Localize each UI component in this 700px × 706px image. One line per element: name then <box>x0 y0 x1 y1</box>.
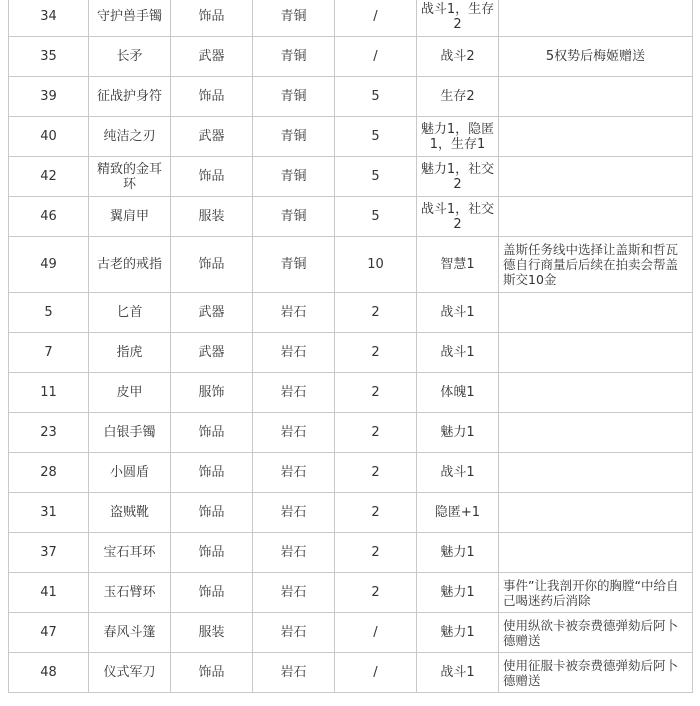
table-row <box>9 533 693 573</box>
item-tier: 青铜 <box>253 197 335 237</box>
item-attr: 魅力1 <box>417 613 499 653</box>
item-attr: 魅力1 <box>417 533 499 573</box>
item-tier: 岩石 <box>253 613 335 653</box>
item-attr: 魅力1，社交2 <box>417 157 499 197</box>
item-name: 纯洁之刃 <box>89 117 171 157</box>
item-cost: 2 <box>335 453 417 493</box>
item-name: 玉石臂环 <box>89 573 171 613</box>
item-name: 宝石耳环 <box>89 533 171 573</box>
item-note <box>499 413 693 453</box>
table-row <box>9 613 693 653</box>
item-id: 31 <box>9 493 89 533</box>
item-attr: 战斗1 <box>417 293 499 333</box>
item-type: 饰品 <box>171 157 253 197</box>
item-attr: 隐匿+1 <box>417 493 499 533</box>
item-note <box>499 197 693 237</box>
item-type: 饰品 <box>171 77 253 117</box>
item-note <box>499 117 693 157</box>
item-tier: 岩石 <box>253 333 335 373</box>
item-cost: 2 <box>335 373 417 413</box>
item-name: 匕首 <box>89 293 171 333</box>
item-note <box>499 0 693 37</box>
table-row <box>9 653 693 693</box>
item-name: 盗贼靴 <box>89 493 171 533</box>
item-id: 46 <box>9 197 89 237</box>
item-tier: 岩石 <box>253 653 335 693</box>
item-name: 仪式军刀 <box>89 653 171 693</box>
item-name: 皮甲 <box>89 373 171 413</box>
item-tier: 岩石 <box>253 413 335 453</box>
item-type: 饰品 <box>171 413 253 453</box>
item-tier: 岩石 <box>253 373 335 413</box>
item-id: 37 <box>9 533 89 573</box>
item-cost: / <box>335 0 417 37</box>
item-id: 41 <box>9 573 89 613</box>
item-type: 武器 <box>171 333 253 373</box>
item-type: 服装 <box>171 613 253 653</box>
item-tier: 岩石 <box>253 493 335 533</box>
item-id: 42 <box>9 157 89 197</box>
item-cost: / <box>335 653 417 693</box>
item-attr: 魅力1 <box>417 573 499 613</box>
item-name: 精致的金耳环 <box>89 157 171 197</box>
item-cost: 5 <box>335 157 417 197</box>
item-note <box>499 157 693 197</box>
item-attr: 魅力1，隐匿1，生存1 <box>417 117 499 157</box>
item-type: 饰品 <box>171 573 253 613</box>
item-note: 盖斯任务线中选择让盖斯和哲瓦德自行商量后后续在拍卖会帮盖斯交10金 <box>499 237 693 293</box>
item-tier: 青铜 <box>253 237 335 293</box>
item-tier: 岩石 <box>253 573 335 613</box>
item-cost: / <box>335 37 417 77</box>
item-id: 23 <box>9 413 89 453</box>
table-row <box>9 493 693 533</box>
item-note <box>499 373 693 413</box>
item-note <box>499 493 693 533</box>
item-attr: 战斗2 <box>417 37 499 77</box>
item-id: 35 <box>9 37 89 77</box>
item-cost: 10 <box>335 237 417 293</box>
item-name: 长矛 <box>89 37 171 77</box>
item-id: 48 <box>9 653 89 693</box>
item-type: 饰品 <box>171 453 253 493</box>
table-row <box>9 453 693 493</box>
item-cost: 2 <box>335 333 417 373</box>
item-type: 饰品 <box>171 237 253 293</box>
item-note <box>499 333 693 373</box>
item-attr: 智慧1 <box>417 237 499 293</box>
item-attr: 魅力1 <box>417 413 499 453</box>
item-attr: 生存2 <box>417 77 499 117</box>
table-row <box>9 197 693 237</box>
table-row <box>9 77 693 117</box>
item-type: 武器 <box>171 37 253 77</box>
item-id: 49 <box>9 237 89 293</box>
item-tier: 青铜 <box>253 77 335 117</box>
item-type: 服装 <box>171 197 253 237</box>
item-id: 40 <box>9 117 89 157</box>
item-note: 使用纵欲卡被奈费德弹劾后阿卜德赠送 <box>499 613 693 653</box>
table-row <box>9 117 693 157</box>
table-row <box>9 0 693 37</box>
item-cost: 2 <box>335 293 417 333</box>
item-tier: 岩石 <box>253 453 335 493</box>
table-row <box>9 413 693 453</box>
table-row <box>9 37 693 77</box>
item-name: 小圆盾 <box>89 453 171 493</box>
item-cost: 5 <box>335 197 417 237</box>
item-note <box>499 453 693 493</box>
table-row <box>9 157 693 197</box>
item-id: 11 <box>9 373 89 413</box>
item-type: 饰品 <box>171 493 253 533</box>
item-tier: 岩石 <box>253 533 335 573</box>
item-attr: 战斗1 <box>417 653 499 693</box>
item-cost: / <box>335 613 417 653</box>
item-note <box>499 293 693 333</box>
item-id: 5 <box>9 293 89 333</box>
item-id: 47 <box>9 613 89 653</box>
item-name: 征战护身符 <box>89 77 171 117</box>
item-cost: 2 <box>335 533 417 573</box>
item-attr: 体魄1 <box>417 373 499 413</box>
item-id: 7 <box>9 333 89 373</box>
item-tier: 青铜 <box>253 37 335 77</box>
item-type: 饰品 <box>171 0 253 37</box>
item-attr: 战斗1 <box>417 453 499 493</box>
items-table <box>8 0 693 693</box>
item-type: 饰品 <box>171 533 253 573</box>
item-cost: 5 <box>335 77 417 117</box>
item-note <box>499 533 693 573</box>
item-attr: 战斗1 <box>417 333 499 373</box>
item-tier: 青铜 <box>253 0 335 37</box>
item-name: 古老的戒指 <box>89 237 171 293</box>
item-name: 白银手镯 <box>89 413 171 453</box>
item-id: 28 <box>9 453 89 493</box>
item-tier: 岩石 <box>253 293 335 333</box>
item-attr: 战斗1，社交2 <box>417 197 499 237</box>
item-tier: 青铜 <box>253 157 335 197</box>
item-id: 34 <box>9 0 89 37</box>
item-note: 使用征服卡被奈费德弹劾后阿卜德赠送 <box>499 653 693 693</box>
item-cost: 2 <box>335 573 417 613</box>
item-attr: 战斗1，生存2 <box>417 0 499 37</box>
item-name: 春风斗篷 <box>89 613 171 653</box>
table-row <box>9 237 693 293</box>
item-cost: 5 <box>335 117 417 157</box>
item-note: 5权势后梅姬赠送 <box>499 37 693 77</box>
item-note: 事件”让我剖开你的胸膛“中给自己喝迷药后消除 <box>499 573 693 613</box>
table-row <box>9 373 693 413</box>
table-row <box>9 333 693 373</box>
table-row <box>9 573 693 613</box>
item-type: 武器 <box>171 293 253 333</box>
item-name: 守护兽手镯 <box>89 0 171 37</box>
item-tier: 青铜 <box>253 117 335 157</box>
item-cost: 2 <box>335 493 417 533</box>
item-name: 翼肩甲 <box>89 197 171 237</box>
item-cost: 2 <box>335 413 417 453</box>
item-type: 武器 <box>171 117 253 157</box>
table-row <box>9 293 693 333</box>
item-type: 饰品 <box>171 653 253 693</box>
item-type: 服饰 <box>171 373 253 413</box>
item-id: 39 <box>9 77 89 117</box>
item-note <box>499 77 693 117</box>
item-name: 指虎 <box>89 333 171 373</box>
